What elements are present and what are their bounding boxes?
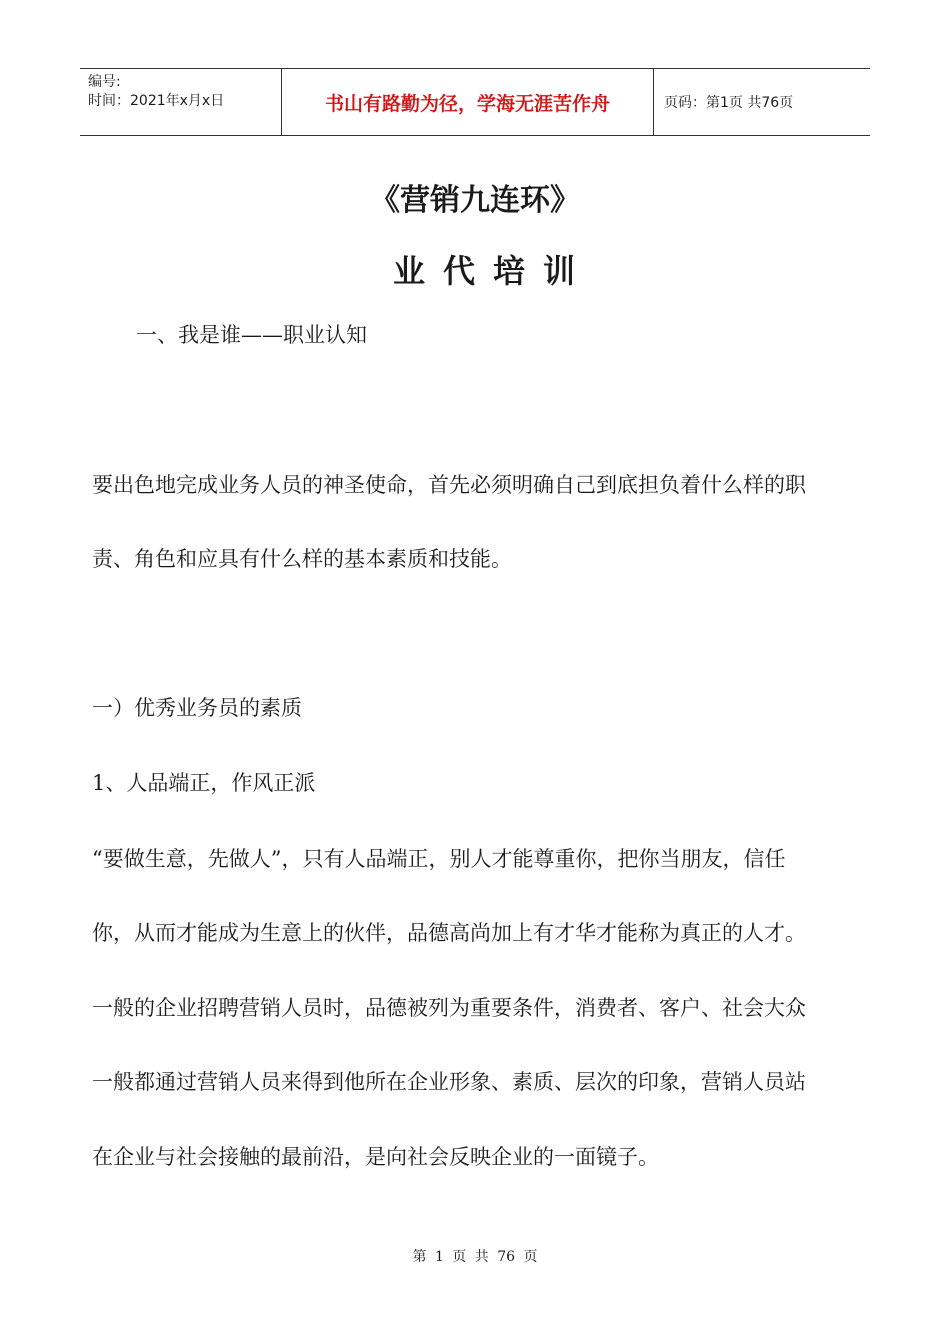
intro-line: 要出色地完成业务人员的神圣使命，首先必须明确自己到底担负着什么样的职 xyxy=(92,473,806,497)
header-page-info: 页码：第1页 共76页 xyxy=(664,95,794,111)
body-line: 一般都通过营销人员来得到他所在企业形象、素质、层次的印象，营销人员站 xyxy=(92,1070,806,1094)
header-page-cell xyxy=(654,69,870,135)
document-title: 《营销九连环》 xyxy=(370,183,580,218)
header-meta-cell xyxy=(80,69,282,135)
document-number-label: 编号: xyxy=(88,74,121,90)
header-table xyxy=(80,68,870,136)
point-heading: 1、人品端正，作风正派 xyxy=(92,771,316,795)
section-heading: 一、我是谁——职业认知 xyxy=(136,323,367,347)
body-line: 一般的企业招聘营销人员时，品德被列为重要条件，消费者、客户、社会大众 xyxy=(92,996,806,1020)
intro-line: 责、角色和应具有什么样的基本素质和技能。 xyxy=(92,547,512,571)
subsection-heading: 一）优秀业务员的素质 xyxy=(92,696,302,720)
body-line: 你，从而才能成为生意上的伙伴，品德高尚加上有才华才能称为真正的人才。 xyxy=(92,921,806,945)
body-line: 在企业与社会接触的最前沿，是向社会反映企业的一面镜子。 xyxy=(92,1145,659,1169)
page-footer: 第 1 页 共 76 页 xyxy=(412,1249,538,1265)
header-motto-cell xyxy=(282,69,654,135)
body-line: “要做生意，先做人”，只有人品端正，别人才能尊重你，把你当朋友，信任 xyxy=(92,847,786,871)
header-motto: 书山有路勤为径，学海无涯苦作舟 xyxy=(324,92,610,115)
document-time-label: 时间：2021年x月x日 xyxy=(88,93,225,109)
document-subtitle: 业代培训 xyxy=(392,252,593,290)
